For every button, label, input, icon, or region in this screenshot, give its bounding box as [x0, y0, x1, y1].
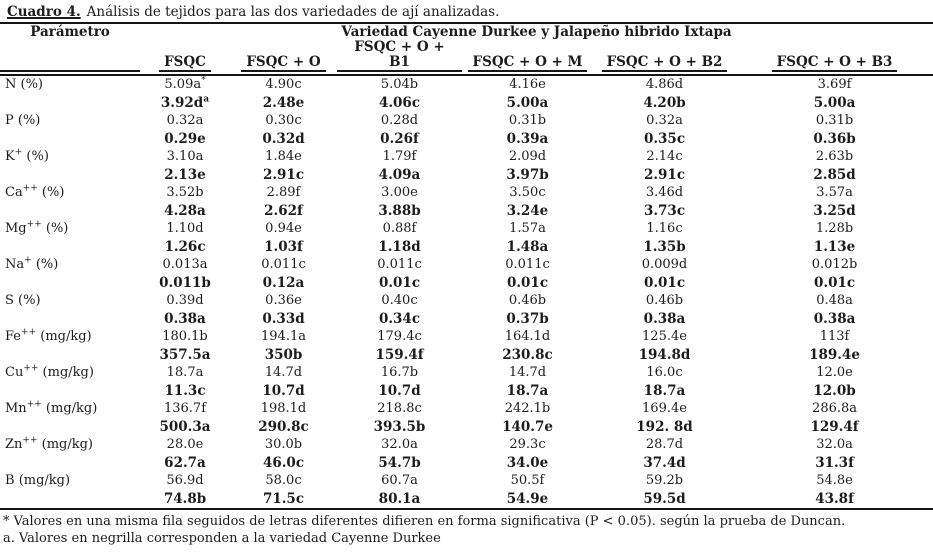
value-cell: 1.57a	[509, 221, 546, 236]
value-cell: 2.89f	[266, 185, 301, 200]
column-header-row	[0, 40, 933, 75]
value-cell: 0.88f	[382, 221, 417, 236]
value-cell: 198.1d	[260, 401, 307, 416]
value-cell: 10.7d	[378, 383, 421, 399]
value-cell: 0.01c	[813, 275, 856, 291]
value-cell: 54.7b	[378, 455, 421, 471]
table-row-cayenne	[0, 274, 933, 292]
footnote-a-marker: a.	[3, 531, 15, 546]
value-cell: 2.09d	[508, 149, 547, 164]
table-row-cayenne	[0, 202, 933, 220]
value-cell: 60.7a	[381, 473, 418, 488]
value-cell: 0.39d	[166, 293, 204, 308]
parameter-label-empty	[0, 94, 140, 112]
value-cell: 0.01c	[643, 275, 686, 291]
value-cell: 5.09a*	[164, 75, 206, 92]
value-cell: 140.7e	[502, 419, 553, 435]
parameter-label-empty	[0, 202, 140, 220]
value-cell: 1.16c	[646, 221, 683, 236]
value-cell: 3.97b	[506, 167, 549, 183]
value-cell: 3.00e	[381, 185, 418, 200]
value-cell: 0.01c	[506, 275, 549, 291]
value-cell: 0.39a	[506, 131, 549, 147]
value-cell: 56.9d	[166, 473, 204, 488]
value-cell: 0.38a	[813, 311, 856, 327]
table-row-ixtapa	[0, 292, 933, 310]
value-cell: 159.4f	[375, 347, 424, 363]
value-cell: 74.8b	[163, 491, 207, 507]
treatment-column-header	[736, 40, 933, 75]
value-cell: 1.28b	[815, 221, 854, 236]
treatment-column-header	[462, 40, 593, 75]
value-cell: 34.0e	[506, 455, 549, 471]
table-body	[0, 75, 933, 509]
value-cell: 3.73c	[643, 203, 686, 219]
analysis-table	[0, 24, 933, 510]
value-cell: 0.38a	[643, 311, 686, 327]
value-cell: 3.25d	[813, 203, 856, 219]
table-row-ixtapa	[0, 148, 933, 166]
value-cell: 3.69f	[817, 77, 852, 92]
table-row-ixtapa	[0, 184, 933, 202]
value-cell: 5.04b	[380, 77, 419, 92]
table-caption-label: Cuadro 4.	[7, 4, 81, 20]
value-cell: 0.38a	[164, 311, 206, 327]
value-cell: 0.46b	[508, 293, 547, 308]
value-cell: 194.1a	[261, 329, 306, 344]
parameter-label-empty	[0, 346, 140, 364]
value-cell: 0.012b	[811, 257, 858, 272]
table-row-cayenne	[0, 130, 933, 148]
treatment-column-header	[337, 40, 462, 75]
footnote-bold-values	[3, 530, 927, 547]
value-cell: 0.011c	[377, 257, 422, 272]
table-row-ixtapa	[0, 400, 933, 418]
value-cell: 0.30c	[265, 113, 302, 128]
footnote-bold-values-text: Valores en negrilla corresponden a la variedad Cayenne Durkee	[18, 531, 441, 546]
value-cell: 192. 8d	[636, 419, 693, 435]
parameter-label-empty	[0, 454, 140, 472]
value-cell: 136.7f	[163, 401, 207, 416]
value-cell: 1.84e	[265, 149, 302, 164]
value-cell: 4.86d	[645, 77, 684, 92]
value-cell: 1.26c	[164, 239, 206, 255]
value-cell: 62.7a	[164, 455, 206, 471]
parameter-label: Na+ (%)	[5, 256, 59, 272]
value-cell: 2.62f	[264, 203, 303, 219]
value-cell: 28.0e	[166, 437, 204, 452]
treatment-column-header	[593, 40, 736, 75]
parameter-header-rule	[0, 56, 140, 72]
treatment-column-header-label: FSQC + O + B3	[772, 55, 898, 72]
treatment-column-header	[140, 40, 230, 75]
value-cell: 4.06c	[378, 95, 421, 111]
value-cell: 0.36b	[813, 131, 856, 147]
value-cell: 3.24e	[506, 203, 549, 219]
table-row-ixtapa	[0, 364, 933, 382]
value-cell: 194.8d	[638, 347, 691, 363]
value-cell: 2.85d	[813, 167, 856, 183]
value-cell: 0.48a	[816, 293, 853, 308]
value-cell: 0.013a	[162, 257, 208, 272]
value-cell: 0.46b	[645, 293, 684, 308]
table-row-cayenne	[0, 94, 933, 112]
footnote-asterisk-marker: *	[3, 514, 10, 529]
value-cell: 5.00a	[506, 95, 549, 111]
value-cell: 129.4f	[810, 419, 859, 435]
value-cell: 2.91c	[262, 167, 305, 183]
value-cell: 16.0c	[646, 365, 683, 380]
value-cell: 189.4e	[809, 347, 860, 363]
parameter-label: K+ (%)	[5, 148, 49, 164]
value-cell: 0.011c	[261, 257, 306, 272]
parameter-label-empty	[0, 166, 140, 184]
value-cell: 286.8a	[812, 401, 858, 416]
value-cell: 1.13e	[813, 239, 856, 255]
parameter-column-header: Parámetro	[30, 24, 110, 40]
parameter-label-empty	[0, 310, 140, 328]
value-cell: 0.94e	[265, 221, 302, 236]
value-cell: 0.36e	[265, 293, 302, 308]
value-cell: 28.7d	[645, 437, 684, 452]
value-cell: 357.5a	[159, 347, 211, 363]
parameter-label-empty	[0, 274, 140, 292]
value-cell: 125.4e	[642, 329, 687, 344]
value-cell: 169.4e	[642, 401, 687, 416]
value-cell: 1.03f	[264, 239, 303, 255]
value-cell: 1.10d	[166, 221, 204, 236]
table-row-cayenne	[0, 166, 933, 184]
value-cell: 59.5d	[643, 491, 686, 507]
table-row-cayenne	[0, 382, 933, 400]
parameter-label-empty	[0, 238, 140, 256]
value-cell: 43.8f	[815, 491, 854, 507]
value-cell: 2.91c	[643, 167, 686, 183]
value-cell: 0.31b	[815, 113, 854, 128]
table-row-ixtapa	[0, 220, 933, 238]
parameter-label: B (mg/kg)	[5, 473, 71, 488]
value-cell: 29.3c	[509, 437, 546, 452]
value-cell: 58.0c	[265, 473, 302, 488]
value-cell: 59.2b	[645, 473, 684, 488]
table-row-ixtapa	[0, 256, 933, 274]
parameter-label: Zn++ (mg/kg)	[5, 436, 94, 452]
footnote-significance-text: Valores en una misma fila seguidos de letras diferentes difieren en forma significativa (P < 0.05). según la prueba de Duncan.	[13, 514, 846, 529]
value-cell: 2.14c	[646, 149, 683, 164]
table-row-cayenne	[0, 454, 933, 472]
value-cell: 54.8e	[816, 473, 853, 488]
parameter-label: Ca++ (%)	[5, 184, 65, 200]
value-cell: 4.20b	[643, 95, 686, 111]
value-cell: 5.00a	[813, 95, 856, 111]
value-cell: 4.28a	[164, 203, 206, 219]
variety-group-header: Variedad Cayenne Durkee y Jalapeño hibrido Ixtapa	[341, 24, 732, 40]
value-cell: 0.009d	[641, 257, 688, 272]
table-row-ixtapa	[0, 75, 933, 94]
value-cell: 16.7b	[380, 365, 419, 380]
value-cell: 1.35b	[643, 239, 686, 255]
table-row-cayenne	[0, 238, 933, 256]
value-cell: 37.4d	[643, 455, 686, 471]
value-cell: 0.37b	[506, 311, 549, 327]
footnote-significance	[3, 513, 927, 530]
value-cell: 2.48e	[262, 95, 305, 111]
parameter-label-empty	[0, 490, 140, 509]
value-cell: 80.1a	[378, 491, 421, 507]
treatment-column-header-label: FSQC + O + B1	[337, 40, 462, 72]
table-caption	[0, 0, 933, 24]
value-cell: 0.35c	[643, 131, 686, 147]
value-cell: 0.34c	[378, 311, 421, 327]
value-cell: 0.32a	[166, 113, 204, 128]
value-cell: 14.7d	[264, 365, 303, 380]
footnotes	[0, 510, 933, 547]
value-cell: 46.0c	[262, 455, 305, 471]
value-cell: 393.5b	[373, 419, 426, 435]
value-cell: 113f	[819, 329, 850, 344]
table-row-cayenne	[0, 418, 933, 436]
value-cell: 3.46d	[645, 185, 684, 200]
value-cell: 2.13e	[164, 167, 206, 183]
value-cell: 4.09a	[378, 167, 421, 183]
value-cell: 218.8c	[377, 401, 422, 416]
value-cell: 50.5f	[510, 473, 545, 488]
value-cell: 30.0b	[264, 437, 303, 452]
value-cell: 230.8c	[502, 347, 553, 363]
parameter-label: N (%)	[5, 77, 44, 92]
value-cell: 0.40c	[381, 293, 418, 308]
value-cell: 1.48a	[506, 239, 549, 255]
value-cell: 4.90c	[265, 77, 302, 92]
table-row-cayenne	[0, 346, 933, 364]
value-cell: 164.1d	[504, 329, 551, 344]
value-cell: 0.31b	[508, 113, 547, 128]
value-cell: 500.3a	[159, 419, 211, 435]
table-caption-text: Análisis de tejidos para las dos variedades de ají analizadas.	[86, 4, 500, 20]
treatment-column-header-label: FSQC	[159, 55, 211, 72]
parameter-label-empty	[0, 130, 140, 148]
table-row-ixtapa	[0, 472, 933, 490]
value-cell: 3.52b	[166, 185, 204, 200]
value-cell: 0.011c	[505, 257, 550, 272]
value-cell: 0.32d	[262, 131, 305, 147]
value-cell: 71.5c	[262, 491, 305, 507]
parameter-label-empty	[0, 382, 140, 400]
value-cell: 179.4c	[377, 329, 422, 344]
value-cell: 0.01c	[378, 275, 421, 291]
value-cell: 1.79f	[382, 149, 417, 164]
value-cell: 3.10a	[166, 149, 204, 164]
value-cell: 0.33d	[262, 311, 305, 327]
value-cell: 32.0a	[816, 437, 853, 452]
table-row-ixtapa	[0, 112, 933, 130]
value-cell: 12.0b	[813, 383, 856, 399]
value-cell: 18.7a	[506, 383, 549, 399]
parameter-label-empty	[0, 418, 140, 436]
value-cell: 0.26f	[380, 131, 419, 147]
value-cell: 18.7a	[166, 365, 204, 380]
value-cell: 3.57a	[816, 185, 853, 200]
value-cell: 4.16e	[509, 77, 546, 92]
value-cell: 3.50c	[509, 185, 546, 200]
parameter-label: Mg++ (%)	[5, 220, 69, 236]
value-cell: 2.63b	[815, 149, 854, 164]
table-row-ixtapa	[0, 436, 933, 454]
treatment-column-header-label: FSQC + O + B2	[602, 55, 728, 72]
table-row-cayenne	[0, 310, 933, 328]
value-cell: 0.011b	[159, 275, 211, 291]
table-row-ixtapa	[0, 328, 933, 346]
parameter-label: S (%)	[5, 293, 41, 308]
parameter-header-rule-cell	[0, 40, 140, 75]
value-cell: 54.9e	[506, 491, 549, 507]
treatment-column-header-label: FSQC + O	[241, 55, 325, 72]
value-cell: 0.32a	[646, 113, 683, 128]
value-cell: $3.92d^a$	[160, 94, 210, 111]
value-cell: 1.18d	[378, 239, 421, 255]
value-cell: 10.7d	[262, 383, 305, 399]
value-cell: 14.7d	[508, 365, 547, 380]
parameter-label: Fe++ (mg/kg)	[5, 328, 92, 344]
value-cell: 242.1b	[504, 401, 551, 416]
table-row-cayenne	[0, 490, 933, 509]
value-cell: 12.0e	[816, 365, 853, 380]
value-cell: 11.3c	[164, 383, 206, 399]
value-cell: 31.3f	[815, 455, 854, 471]
treatment-column-header	[230, 40, 337, 75]
value-cell: 350b	[264, 347, 303, 363]
parameter-label: P (%)	[5, 113, 41, 128]
group-header-row	[0, 24, 933, 40]
value-cell: 32.0a	[381, 437, 418, 452]
value-cell: 180.1b	[162, 329, 208, 344]
value-cell: 3.88b	[378, 203, 421, 219]
value-cell: 0.28d	[380, 113, 419, 128]
parameter-label: Mn++ (mg/kg)	[5, 400, 98, 416]
value-cell: 18.7a	[643, 383, 686, 399]
treatment-column-header-label: FSQC + O + M	[468, 55, 588, 72]
value-cell: 290.8c	[258, 419, 309, 435]
parameter-label: Cu++ (mg/kg)	[5, 364, 94, 380]
value-cell: 0.29e	[164, 131, 206, 147]
value-cell: 0.12a	[262, 275, 305, 291]
